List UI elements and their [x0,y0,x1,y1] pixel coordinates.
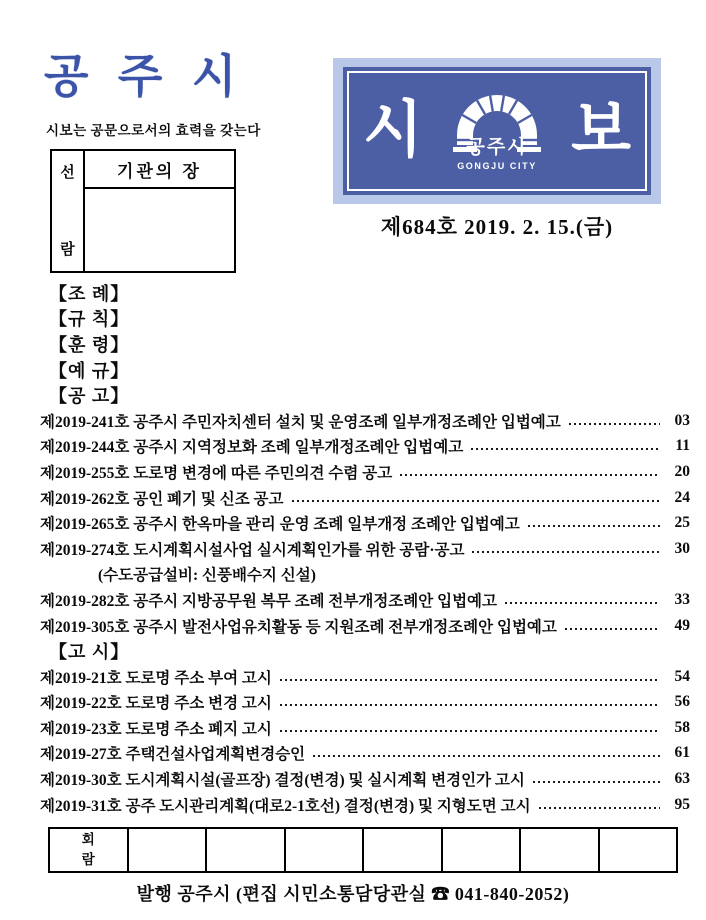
circulation-label-hoe: 회 [81,832,95,848]
toc-entry [40,434,690,460]
logo-city-name-en: GONGJU CITY [457,160,537,171]
toc-section-heading [40,638,690,664]
toc-entry-text: 제2019-274호 도시계획시설사업 실시계획인가를 위한 공람·공고 [40,541,465,559]
toc-entry-text: 제2019-30호 도시계획시설(골프장) 결정(변경) 및 실시계획 변경인가 고시 [40,772,525,790]
toc-page-number: 58 [674,718,690,736]
circulation-empty-cell [284,829,363,871]
toc-entry [40,459,690,485]
toc-entry [40,715,690,741]
dotted-leader [280,704,660,706]
dotted-leader [471,448,660,450]
toc-entry [40,587,690,613]
toc-entry [40,690,690,716]
toc-page-number: 24 [674,488,690,506]
circulation-label-ram: 람 [81,852,95,867]
toc-section-heading [40,382,690,408]
approval-label-seon: 선 [60,165,75,181]
toc-entry-text: 제2019-262호 공인 폐기 및 신조 공고 [40,490,284,508]
toc-page-number: 03 [674,411,690,429]
toc-entry [40,536,690,562]
dotted-leader [280,679,660,681]
dotted-leader [280,730,660,732]
circulation-table [48,827,678,873]
table-of-contents [40,280,690,817]
toc-entry-text: 제2019-31호 공주 도시관리계획(대로2-1호선) 결정(변경) 및 지형도면 고시 [40,797,531,815]
approval-header-agency-head: 기관의 장 [85,151,234,189]
toc-entry-text: 제2019-22호 도로명 주소 변경 고시 [40,695,272,713]
toc-section-heading [40,331,690,357]
toc-entry-text: 【예 규】 [49,360,130,381]
toc-page-number: 20 [674,462,690,480]
approval-signature-cell [85,189,234,271]
toc-entry [40,408,690,434]
toc-entry-text: 제2019-305호 공주시 발전사업유치활동 등 지원조례 전부개정조례안 입법예고 [40,618,557,636]
toc-entry-text: 【조 례】 [49,283,130,304]
toc-entry [40,613,690,639]
logo-city-name-kr: 공주시 [466,137,528,159]
toc-entry-text: 제2019-23호 도로명 주소 폐지 고시 [40,720,272,738]
toc-entry-text: (수도공급설비: 신풍배수지 신설) [98,567,316,585]
toc-entry [40,510,690,536]
toc-page-number: 11 [675,437,690,455]
toc-entry-text: 제2019-241호 공주시 주민자치센터 설치 및 운영조례 일부개정조례안 입법예고 [40,413,561,431]
toc-entry [40,741,690,767]
toc-entry-text: 【공 고】 [49,386,130,407]
toc-entry-text: 【규 칙】 [49,309,130,330]
toc-entry-text: 【고 시】 [49,642,130,663]
approval-table-left-column [52,151,85,271]
toc-page-number: 63 [674,770,690,788]
toc-page-number: 25 [674,514,690,532]
dotted-leader [539,807,660,809]
circulation-empty-cell [519,829,598,871]
toc-section-heading [40,306,690,332]
toc-page-number: 49 [674,616,690,634]
dotted-leader [533,781,660,783]
toc-entry-text: 제2019-27호 주택건설사업계획변경승인 [40,746,306,764]
logo-char-si: 시 [363,96,423,165]
toc-entry-text: 제2019-265호 공주시 한옥마을 관리 운영 조례 일부개정 조례안 입법예고 [40,516,520,534]
approval-label-ram: 람 [60,242,75,258]
circulation-empty-cell [205,829,284,871]
toc-page-number: 54 [674,667,690,685]
gazette-effect-notice: 시보는 공문으로서의 효력을 갖는다 [46,123,261,138]
dotted-leader [292,500,661,502]
toc-entry [40,562,690,588]
toc-page-number: 33 [674,590,690,608]
circulation-label-cell [50,829,127,871]
issue-number-date: 제684호 2019. 2. 15.(금) [380,215,614,239]
circulation-empty-cell [127,829,206,871]
dotted-leader [569,423,660,425]
toc-entry [40,664,690,690]
toc-entry [40,485,690,511]
circulation-empty-cell [598,829,677,871]
approval-table [50,149,236,273]
circulation-empty-cell [441,829,520,871]
approval-table-right-column [85,151,234,271]
dotted-leader [505,602,660,604]
circulation-empty-cell [362,829,441,871]
toc-page-number: 95 [674,795,690,813]
logo-char-bo: 보 [571,96,631,165]
toc-entry-text: 제2019-244호 공주시 지역정보화 조례 일부개정조례안 입법예고 [40,439,464,457]
dotted-leader [400,474,660,476]
toc-entry [40,792,690,818]
dotted-leader [313,755,660,757]
toc-section-heading [40,280,690,306]
dotted-leader [565,628,660,630]
toc-entry [40,766,690,792]
toc-section-heading [40,357,690,383]
publisher-footer: 발행 공주시 (편집 시민소통담당관실 ☎ 041-840-2052) [136,884,570,904]
dotted-leader [528,525,660,527]
toc-entry-text: 제2019-21호 도로명 주소 부여 고시 [40,669,272,687]
toc-page-number: 61 [674,744,690,762]
toc-page-number: 30 [674,539,690,557]
sibo-logo [333,58,661,204]
toc-entry-text: 【훈 령】 [49,334,130,355]
toc-page-number: 56 [674,693,690,711]
city-name-title: 공 주 시 [44,51,246,102]
toc-entry-text: 제2019-282호 공주시 지방공무원 복무 조례 전부개정조례안 입법예고 [40,592,497,610]
toc-entry-text: 제2019-255호 도로명 변경에 따른 주민의견 수렴 공고 [40,464,393,482]
logo-center-emblem [433,95,561,171]
dotted-leader [472,551,660,553]
sibo-logo-panel [343,67,651,195]
